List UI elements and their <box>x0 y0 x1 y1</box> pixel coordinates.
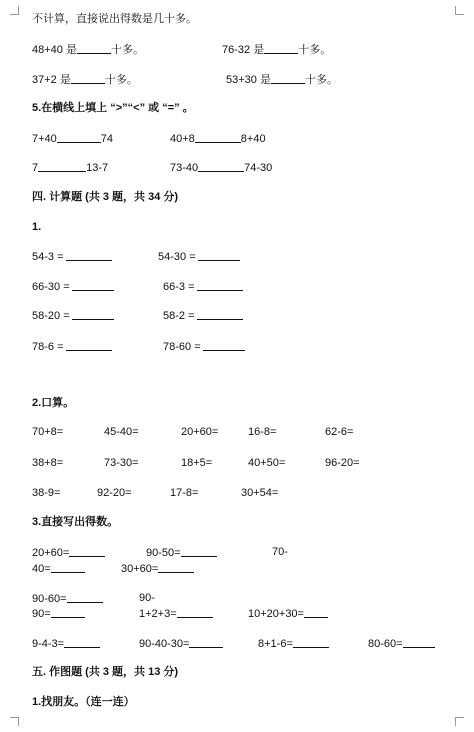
estimate-expr: 53+30 是 <box>226 74 271 86</box>
crop-mark-top-right <box>455 6 464 15</box>
direct-item <box>139 636 223 651</box>
answer-blank[interactable] <box>177 606 213 618</box>
calc-expr: 78-60 = <box>163 341 201 353</box>
direct-item <box>139 606 213 621</box>
answer-blank[interactable] <box>181 545 217 557</box>
section-4-title: 四. 计算题 (共 3 题，共 34 分) <box>32 191 179 203</box>
estimate-unit: 十多。 <box>304 74 338 86</box>
estimate-unit: 十多。 <box>110 44 144 56</box>
direct-item <box>32 561 85 576</box>
oral-item: 16-8= <box>248 426 277 438</box>
oral-item: 38+8= <box>32 457 64 469</box>
calc-item <box>32 249 112 264</box>
oral-item: 40+50= <box>248 457 286 469</box>
crop-mark-bottom-right <box>455 717 464 726</box>
direct-expr: 9-4-3= <box>32 638 65 650</box>
oral-item: 96-20= <box>325 457 360 469</box>
answer-blank[interactable] <box>197 279 243 291</box>
answer-blank[interactable] <box>203 339 245 351</box>
answer-blank[interactable] <box>293 636 329 648</box>
oral-item: 92-20= <box>97 487 132 499</box>
answer-blank[interactable] <box>66 339 112 351</box>
oral-item: 17-8= <box>170 487 199 499</box>
compare-left: 7+40 <box>32 133 57 145</box>
crop-mark-top-left <box>10 6 19 15</box>
oral-item: 20+60= <box>181 426 219 438</box>
direct-item <box>32 636 100 651</box>
question-5-title: 5.在横线上填上 “>”“<” 或 “=” 。 <box>32 102 194 114</box>
estimate-unit: 十多。 <box>104 74 138 86</box>
direct-item <box>32 606 85 621</box>
estimate-item <box>32 42 144 57</box>
direct-expr: 40= <box>32 563 51 575</box>
compare-item <box>32 160 108 175</box>
compare-blank[interactable] <box>38 160 86 172</box>
answer-blank[interactable] <box>158 561 194 573</box>
estimate-item <box>32 72 138 87</box>
oral-item: 45-40= <box>104 426 139 438</box>
calc-expr: 66-3 = <box>163 281 195 293</box>
answer-blank[interactable] <box>64 636 100 648</box>
compare-blank[interactable] <box>57 131 101 143</box>
direct-item <box>32 591 103 606</box>
compare-left: 7 <box>32 162 39 174</box>
problem-3-title: 3.直接写出得数。 <box>32 516 119 528</box>
direct-expr: 20+60= <box>32 547 70 559</box>
compare-right: 13-7 <box>86 162 109 174</box>
answer-blank[interactable] <box>72 308 114 320</box>
oral-item: 30+54= <box>241 487 279 499</box>
compare-item <box>170 160 272 175</box>
answer-blank[interactable] <box>71 72 105 84</box>
direct-expr: 90-60= <box>32 593 67 605</box>
oral-item: 38-9= <box>32 487 61 499</box>
direct-item <box>258 636 329 651</box>
compare-left: 40+8 <box>170 133 195 145</box>
calc-item <box>163 339 245 354</box>
calc-item <box>32 339 112 354</box>
direct-item <box>32 545 105 560</box>
answer-blank[interactable] <box>264 42 298 54</box>
compare-item <box>32 131 113 146</box>
answer-blank[interactable] <box>66 249 112 261</box>
oral-item: 18+5= <box>181 457 213 469</box>
calc-expr: 58-20 = <box>32 310 70 322</box>
direct-expr: 80-60= <box>368 638 403 650</box>
calc-expr: 54-3 = <box>32 251 64 263</box>
direct-item <box>248 606 328 621</box>
estimate-item <box>226 72 338 87</box>
calc-item <box>158 249 240 264</box>
answer-blank[interactable] <box>271 72 305 84</box>
answer-blank[interactable] <box>77 42 111 54</box>
answer-blank[interactable] <box>403 636 435 648</box>
answer-blank[interactable] <box>197 308 243 320</box>
answer-blank[interactable] <box>69 545 105 557</box>
estimate-item <box>222 42 331 57</box>
compare-blank[interactable] <box>195 131 241 143</box>
compare-item <box>170 131 266 146</box>
estimate-unit: 十多。 <box>298 44 332 56</box>
calc-item <box>32 279 114 294</box>
compare-right: 8+40 <box>240 133 266 145</box>
compare-right: 74-30 <box>244 162 273 174</box>
direct-expr: 90-40-30= <box>139 638 190 650</box>
direct-expr: 90-50= <box>146 547 181 559</box>
answer-blank[interactable] <box>304 606 328 618</box>
direct-item: 90- <box>139 592 155 604</box>
oral-item: 70+8= <box>32 426 64 438</box>
calc-item <box>163 279 243 294</box>
answer-blank[interactable] <box>51 561 85 573</box>
crop-mark-bottom-left <box>10 717 19 726</box>
answer-blank[interactable] <box>51 606 85 618</box>
intro-text: 不计算，直接说出得数是几十多。 <box>32 13 197 25</box>
estimate-expr: 48+40 是 <box>32 44 77 56</box>
calc-expr: 58-2 = <box>163 310 195 322</box>
direct-expr: 30+60= <box>121 563 159 575</box>
direct-expr: 10+20+30= <box>248 608 304 620</box>
direct-expr: 90= <box>32 608 51 620</box>
estimate-expr: 37+2 是 <box>32 74 71 86</box>
problem-5-1-title: 1.找朋友。（连一连） <box>32 696 135 708</box>
calc-expr: 66-30 = <box>32 281 70 293</box>
section-5-title: 五. 作图题 (共 3 题，共 13 分) <box>32 666 179 678</box>
compare-right: 74 <box>100 133 114 145</box>
direct-expr: 1+2+3= <box>139 608 177 620</box>
compare-blank[interactable] <box>198 160 244 172</box>
oral-item: 73-30= <box>104 457 139 469</box>
answer-blank[interactable] <box>198 249 240 261</box>
oral-item: 62-6= <box>325 426 354 438</box>
estimate-expr: 76-32 是 <box>222 44 265 56</box>
answer-blank[interactable] <box>67 591 103 603</box>
answer-blank[interactable] <box>189 636 223 648</box>
answer-blank[interactable] <box>72 279 114 291</box>
calc-item <box>163 308 243 323</box>
calc-item <box>32 308 114 323</box>
problem-1-number: 1. <box>32 221 42 233</box>
direct-item: 70- <box>272 546 288 558</box>
calc-expr: 78-6 = <box>32 341 64 353</box>
direct-item <box>121 561 194 576</box>
calc-expr: 54-30 = <box>158 251 196 263</box>
direct-expr: 8+1-6= <box>258 638 293 650</box>
problem-2-title: 2.口算。 <box>32 397 75 409</box>
compare-left: 73-40 <box>170 162 199 174</box>
direct-item <box>146 545 217 560</box>
direct-item <box>368 636 435 651</box>
